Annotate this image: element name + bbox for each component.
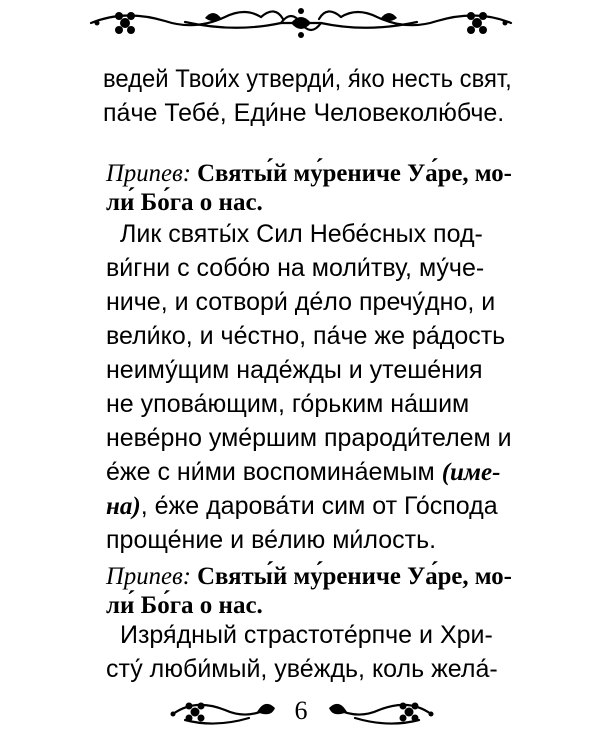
text-line: ведей Твои́х утверди́, я́ко несть свят, [103,65,512,93]
refrain-text: Святы́й му́рениче Уа́ре, мо- [197,160,512,187]
refrain-text: Святы́й му́рениче Уа́ре, мо- [197,563,512,590]
text-line [106,457,500,488]
italic-note: (име- [441,459,501,486]
text-line: ви́гни с собо́ю на моли́тву, му́че- [106,254,485,282]
refrain-text: ли́ Бо́га о нас. [106,592,263,619]
text-line: не упова́ющим, го́рьким на́шим [106,390,470,418]
refrain-line [106,591,263,621]
top-floral-ornament [85,3,517,41]
refrain-line [106,188,263,218]
text-segment: е́же с ни́ми воспомина́емым [106,458,442,486]
text-line: па́че Тебе́, Еди́не Человеколю́бче. [103,99,505,127]
text-line [106,491,498,522]
page-number: 6 [294,696,308,725]
text-line: неве́рно уме́ршим прароди́телем и [106,424,512,452]
refrain-line [106,159,512,189]
text-line: вели́ко, и че́стно, па́че же ра́дость [106,322,506,350]
refrain-label: Припев: [106,563,191,590]
text-line: неиму́щим наде́жды и утеше́ния [106,356,483,384]
text-line: сту́ люби́мый, уве́ждь, коль жела́- [106,655,498,683]
refrain-label: Припев: [106,160,191,187]
refrain-line [106,562,512,592]
text-line: Изря́дный страстоте́рпче и Хри- [120,621,493,649]
text-line: проще́ние и ве́лию ми́лость. [106,526,437,554]
text-segment: , е́же дарова́ти сим от Го́спода [140,492,498,520]
text-line: Лик святы́х Сил Небе́сных под- [120,220,483,248]
italic-note: на) [106,493,141,520]
refrain-text: ли́ Бо́га о нас. [106,189,263,216]
text-line: ниче, и сотвори́ де́ло пречу́дно, и [106,288,496,316]
